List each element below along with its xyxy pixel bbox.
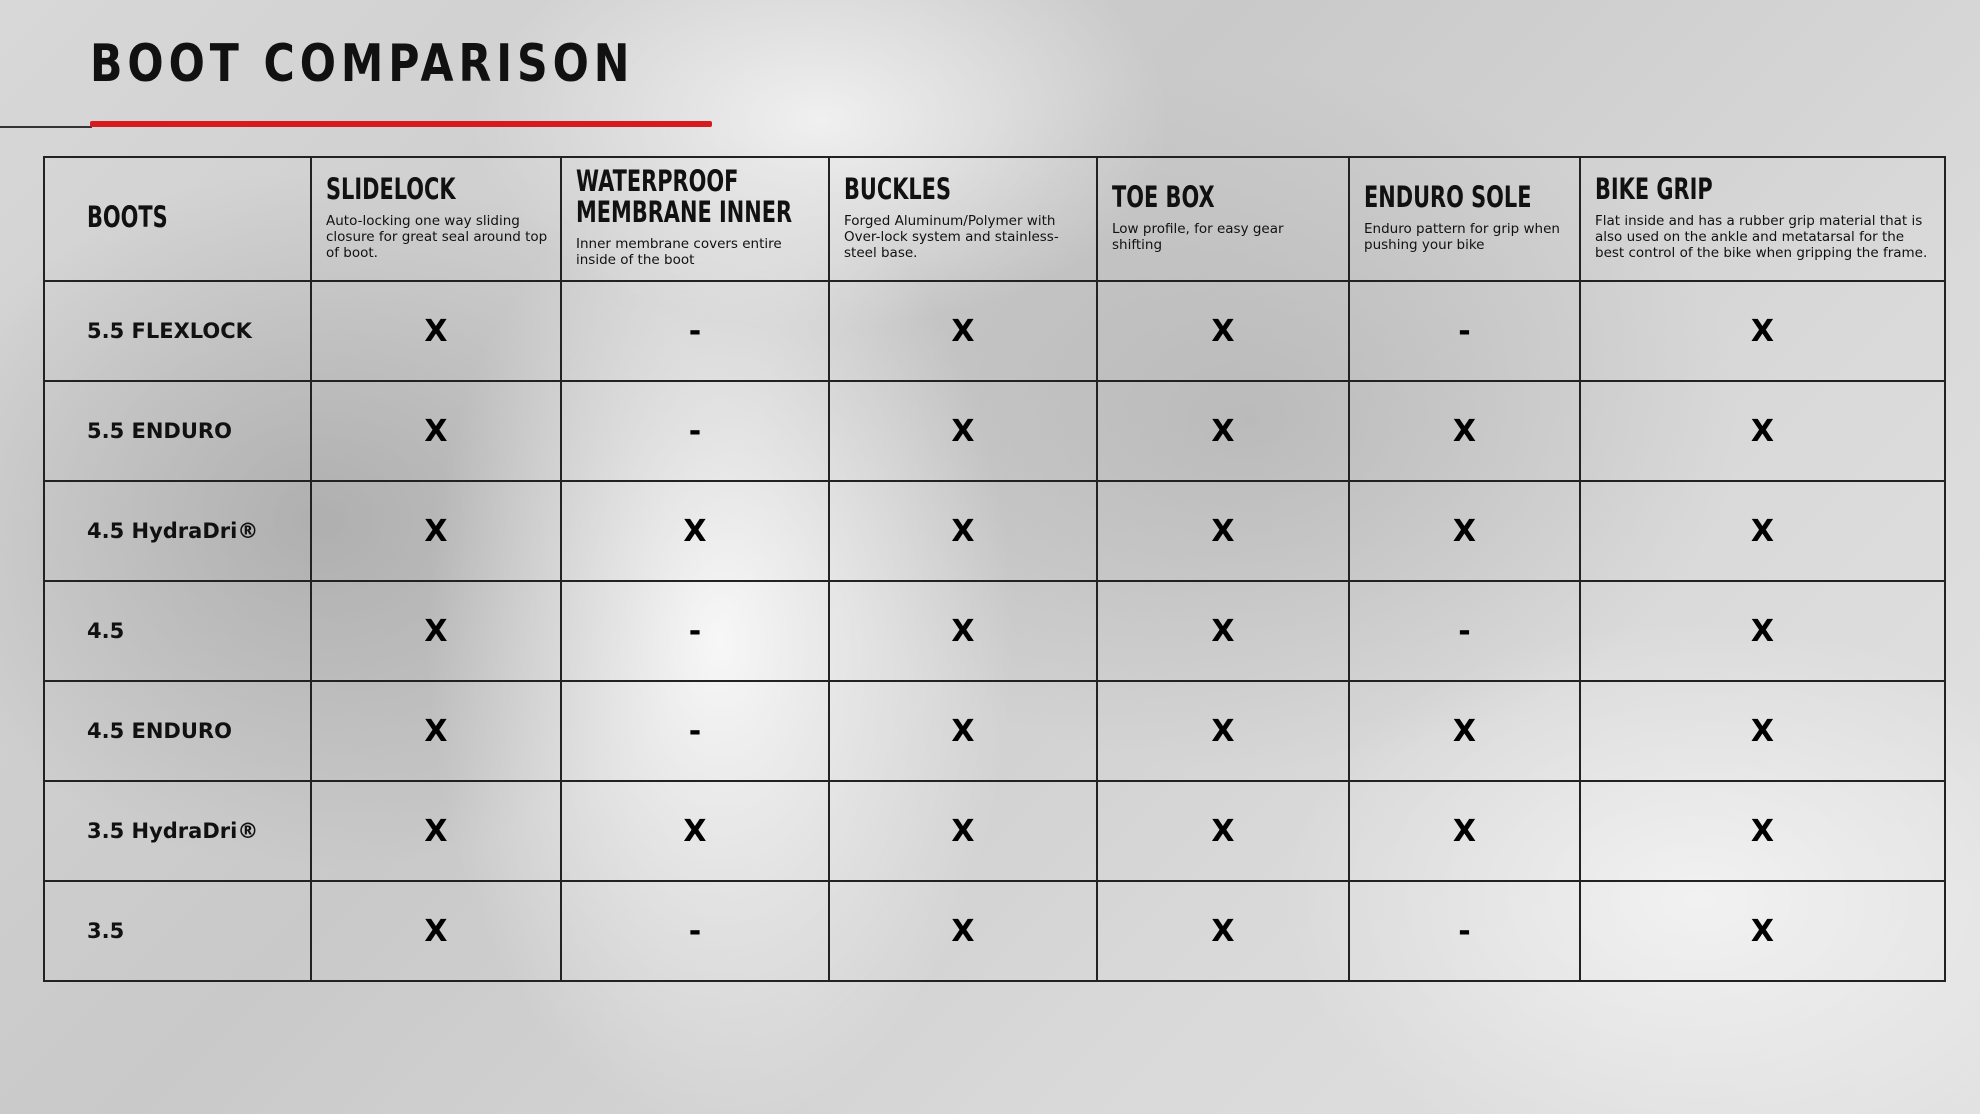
table-cell <box>1349 881 1580 981</box>
header-waterproof-membrane-inner <box>561 157 829 281</box>
feature-mark: X <box>1211 913 1235 949</box>
page-title: BOOT COMPARISON <box>90 34 635 94</box>
boot-name: 5.5 FLEXLOCK <box>44 281 311 381</box>
column-title: ENDURO SOLE <box>1364 179 1532 214</box>
table-row <box>44 381 1945 481</box>
feature-mark: X <box>1750 513 1775 549</box>
header-boots <box>44 157 311 281</box>
feature-mark: X <box>424 813 448 849</box>
table-cell <box>829 781 1097 881</box>
feature-mark: X <box>1750 613 1775 649</box>
table-cell <box>561 581 829 681</box>
feature-mark: X <box>1750 413 1775 449</box>
boot-name: 5.5 ENDURO <box>44 381 311 481</box>
table-cell <box>1097 581 1349 681</box>
boot-name: 3.5 HydraDri® <box>44 781 311 881</box>
feature-mark: - <box>688 413 702 449</box>
column-title: TOE BOX <box>1112 179 1215 214</box>
feature-mark: X <box>683 813 707 849</box>
column-title: WATERPROOF MEMBRANE INNER <box>576 164 793 229</box>
column-title: BIKE GRIP <box>1595 171 1713 206</box>
table-header-row <box>44 157 1945 281</box>
feature-mark: X <box>424 513 448 549</box>
boot-comparison-table <box>43 156 1946 982</box>
table-cell <box>1580 381 1945 481</box>
table-cell <box>1349 381 1580 481</box>
feature-mark: X <box>951 513 975 549</box>
feature-mark: X <box>1452 813 1477 849</box>
table-cell <box>561 481 829 581</box>
table-cell <box>1097 881 1349 981</box>
column-title: SLIDELOCK <box>326 171 456 206</box>
header-slidelock <box>311 157 561 281</box>
table-row <box>44 781 1945 881</box>
table-cell <box>829 581 1097 681</box>
table-row <box>44 681 1945 781</box>
boot-name: 4.5 <box>44 581 311 681</box>
table-cell <box>1349 681 1580 781</box>
table-cell <box>311 481 561 581</box>
feature-mark: X <box>424 913 448 949</box>
feature-mark: X <box>1750 713 1775 749</box>
feature-mark: X <box>1750 913 1775 949</box>
feature-mark: - <box>1458 613 1471 649</box>
table-cell <box>311 581 561 681</box>
table-cell <box>1349 781 1580 881</box>
table-cell <box>311 781 561 881</box>
feature-mark: - <box>688 713 702 749</box>
feature-mark: X <box>1452 713 1477 749</box>
column-description: Flat inside and has a rubber grip material that is also used on the ankle and metatarsal for the best control of the bike when gripping the frame. <box>1595 212 1928 261</box>
column-description: Inner membrane covers entire inside of the boot <box>576 236 782 268</box>
table-cell <box>1097 281 1349 381</box>
table-row <box>44 281 1945 381</box>
table-cell <box>829 681 1097 781</box>
table-row <box>44 881 1945 981</box>
table-cell <box>1097 781 1349 881</box>
table-cell <box>1580 281 1945 381</box>
table-cell <box>561 881 829 981</box>
feature-mark: X <box>1211 313 1235 349</box>
header-boots-label: BOOTS <box>87 199 168 234</box>
feature-mark: - <box>1458 913 1471 949</box>
feature-mark: - <box>1458 313 1471 349</box>
table-cell <box>561 681 829 781</box>
table-cell <box>1580 781 1945 881</box>
table-cell <box>561 781 829 881</box>
feature-mark: X <box>951 613 975 649</box>
title-underline-dark <box>0 126 92 128</box>
table-cell <box>829 281 1097 381</box>
feature-mark: X <box>951 413 975 449</box>
table-cell <box>1097 481 1349 581</box>
feature-mark: X <box>1211 713 1235 749</box>
table-cell <box>311 381 561 481</box>
table-cell <box>311 881 561 981</box>
column-description: Auto-locking one way sliding closure for great seal around top of boot. <box>326 212 548 261</box>
feature-mark: X <box>1211 813 1235 849</box>
feature-mark: X <box>1750 313 1775 349</box>
feature-mark: X <box>951 813 975 849</box>
table-cell <box>829 381 1097 481</box>
feature-mark: X <box>683 513 707 549</box>
feature-mark: X <box>951 913 975 949</box>
column-description: Low profile, for easy gear shifting <box>1112 220 1284 253</box>
header-toe-box <box>1097 157 1349 281</box>
column-title: BUCKLES <box>844 171 951 206</box>
feature-mark: X <box>424 613 448 649</box>
feature-mark: X <box>951 713 975 749</box>
feature-mark: X <box>1211 513 1235 549</box>
feature-mark: X <box>424 713 448 749</box>
table-cell <box>1580 581 1945 681</box>
header-enduro-sole <box>1349 157 1580 281</box>
table-row <box>44 581 1945 681</box>
table-cell <box>829 881 1097 981</box>
table-cell <box>1349 581 1580 681</box>
column-description: Forged Aluminum/Polymer with Over-lock system and stainless-steel base. <box>844 212 1059 261</box>
table-cell <box>1097 681 1349 781</box>
column-description: Enduro pattern for grip when pushing your bike <box>1364 220 1560 253</box>
table-cell <box>829 481 1097 581</box>
feature-mark: - <box>688 313 702 349</box>
table-cell <box>1580 681 1945 781</box>
table-cell <box>1349 481 1580 581</box>
feature-mark: X <box>1452 513 1477 549</box>
table-cell <box>561 381 829 481</box>
boot-name: 4.5 ENDURO <box>44 681 311 781</box>
boot-name: 3.5 <box>44 881 311 981</box>
table-cell <box>1097 381 1349 481</box>
boot-name: 4.5 HydraDri® <box>44 481 311 581</box>
table-cell <box>1580 881 1945 981</box>
table-cell <box>561 281 829 381</box>
feature-mark: X <box>1211 413 1235 449</box>
table-cell <box>311 281 561 381</box>
title-underline-red <box>90 121 712 127</box>
table-row <box>44 481 1945 581</box>
feature-mark: X <box>1452 413 1477 449</box>
feature-mark: X <box>951 313 975 349</box>
table-cell <box>311 681 561 781</box>
table-cell <box>1349 281 1580 381</box>
header-buckles <box>829 157 1097 281</box>
header-bike-grip <box>1580 157 1945 281</box>
feature-mark: - <box>688 913 702 949</box>
feature-mark: X <box>424 413 448 449</box>
table-cell <box>1580 481 1945 581</box>
feature-mark: X <box>424 313 448 349</box>
feature-mark: X <box>1211 613 1235 649</box>
feature-mark: X <box>1750 813 1775 849</box>
feature-mark: - <box>688 613 702 649</box>
